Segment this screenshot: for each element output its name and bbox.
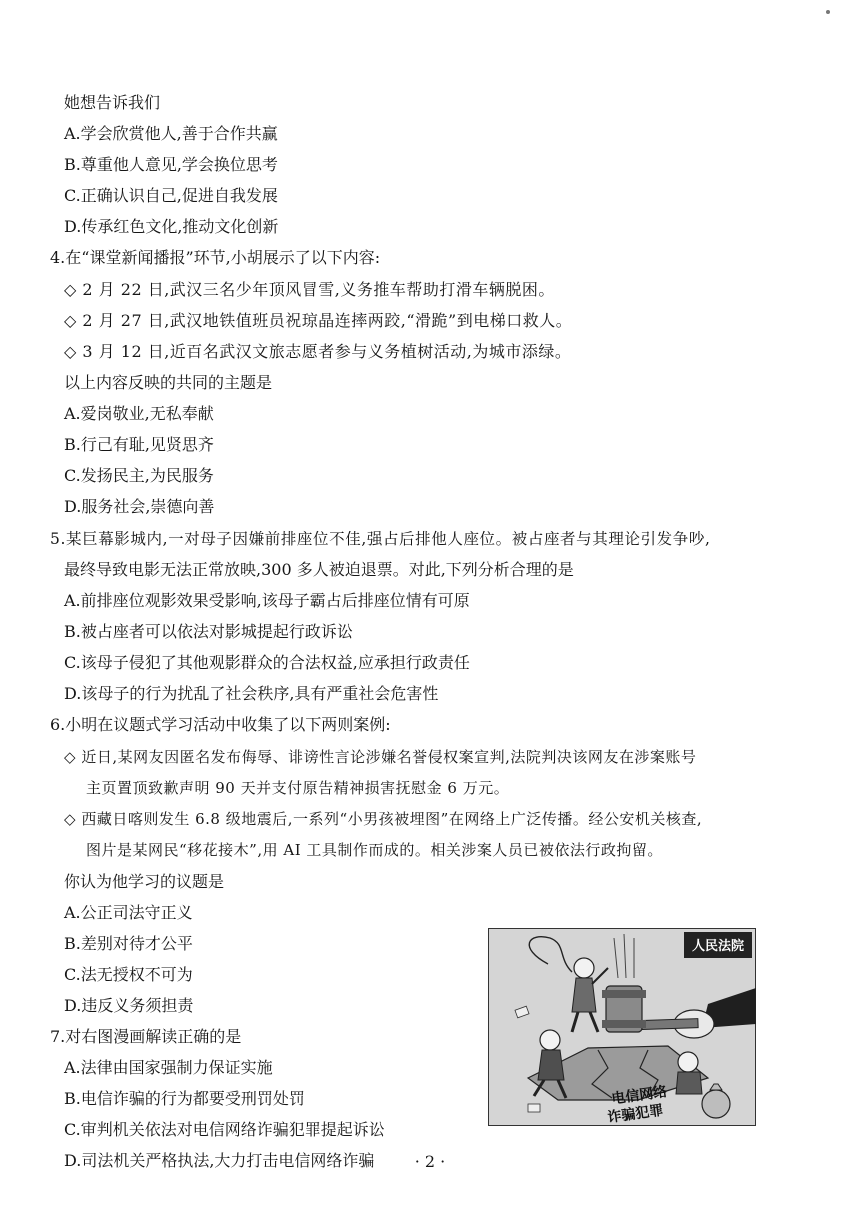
diamond-bullet-icon: ◇ [64,342,77,361]
crime-label-line2: 诈骗犯罪 [606,1102,665,1126]
court-cartoon-illustration [488,928,756,1126]
page-number: · 2 · [414,1152,446,1171]
diamond-bullet-icon: ◇ [64,810,77,828]
q3-option-a: A.学会欣赏他人,善于合作共赢 [64,124,278,143]
q3-option-b: B.尊重他人意见,学会换位思考 [64,155,278,174]
q7-option-d: D.司法机关严格执法,大力打击电信网络诈骗 [64,1151,375,1170]
diamond-bullet-icon: ◇ [64,748,77,766]
q4-news-item-3: ◇ 3 月 12 日,近百名武汉文旅志愿者参与义务植树活动,为城市添绿。 [64,342,572,361]
q4-option-d: D.服务社会,崇德向善 [64,497,215,516]
q5-stem-line2: 最终导致电影无法正常放映,300 多人被迫退票。对此,下列分析合理的是 [64,560,574,579]
q7-option-a: A.法律由国家强制力保证实施 [64,1058,273,1077]
court-sign-text: 人民法院 [691,939,745,954]
court-sign [684,932,752,958]
q5-option-d: D.该母子的行为扰乱了社会秩序,具有严重社会危害性 [64,684,439,703]
q4-option-c: C.发扬民主,为民服务 [64,466,214,485]
crime-label-line1: 电信网络 [610,1083,669,1108]
q3-option-c: C.正确认识自己,促进自我发展 [64,186,278,205]
scan-speck [826,10,830,14]
diamond-bullet-icon: ◇ [64,311,77,330]
q4-question: 以上内容反映的共同的主题是 [64,373,273,392]
q6-case2-line2: 图片是某网民“移花接木”,用 AI 工具制作而成的。相关涉案人员已被依法行政拘留。 [86,841,663,859]
diamond-bullet-icon: ◇ [64,280,77,299]
q6-option-c: C.法无授权不可为 [64,965,193,984]
q6-option-b: B.差别对待才公平 [64,934,193,953]
q5-option-b: B.被占座者可以依法对影城提起行政诉讼 [64,622,353,641]
q5-option-a: A.前排座位观影效果受影响,该母子霸占后排座位情有可原 [64,591,470,610]
q6-option-d: D.违反义务须担责 [64,996,194,1015]
q6-option-a: A.公正司法守正义 [64,903,193,922]
q6-case1-line1: ◇ 近日,某网友因匿名发布侮辱、诽谤性言论涉嫌名誉侵权案宣判,法院判决该网友在涉案账号 [64,748,697,766]
q3-stem-tail: 她想告诉我们 [64,93,161,112]
q7-stem: 7.对右图漫画解读正确的是 [50,1027,242,1046]
q5-option-c: C.该母子侵犯了其他观影群众的合法权益,应承担行政责任 [64,653,470,672]
q6-case1-line2: 主页置顶致歉声明 90 天并支付原告精神损害抚慰金 6 万元。 [86,779,510,797]
q3-option-d: D.传承红色文化,推动文化创新 [64,217,279,236]
q6-case2-line1: ◇ 西藏日喀则发生 6.8 级地震后,一系列“小男孩被埋图”在网络上广泛传播。经公安机关核查, [64,810,703,828]
q6-stem: 6.小明在议题式学习活动中收集了以下两则案例: [50,715,391,734]
q4-news-item-2: ◇ 2 月 27 日,武汉地铁值班员祝琼晶连摔两跤,“滑跪”到电梯口救人。 [64,311,573,330]
money-note [528,1104,540,1112]
q4-option-a: A.爱岗敬业,无私奉献 [64,404,214,423]
q4-stem: 4.在“课堂新闻播报”环节,小胡展示了以下内容: [50,248,381,267]
gavel-icon [602,986,646,1032]
q7-option-c: C.审判机关依法对电信网络诈骗犯罪提起诉讼 [64,1120,385,1139]
q4-option-b: B.行己有耻,见贤思齐 [64,435,214,454]
q4-news-item-1: ◇ 2 月 22 日,武汉三名少年顶风冒雪,义务推车帮助打滑车辆脱困。 [64,280,555,299]
q7-option-b: B.电信诈骗的行为都要受刑罚处罚 [64,1089,305,1108]
q6-question: 你认为他学习的议题是 [64,872,225,891]
q5-stem-line1: 5.某巨幕影城内,一对母子因嫌前排座位不佳,强占后排他人座位。被占座者与其理论引发争吵, [50,530,711,548]
